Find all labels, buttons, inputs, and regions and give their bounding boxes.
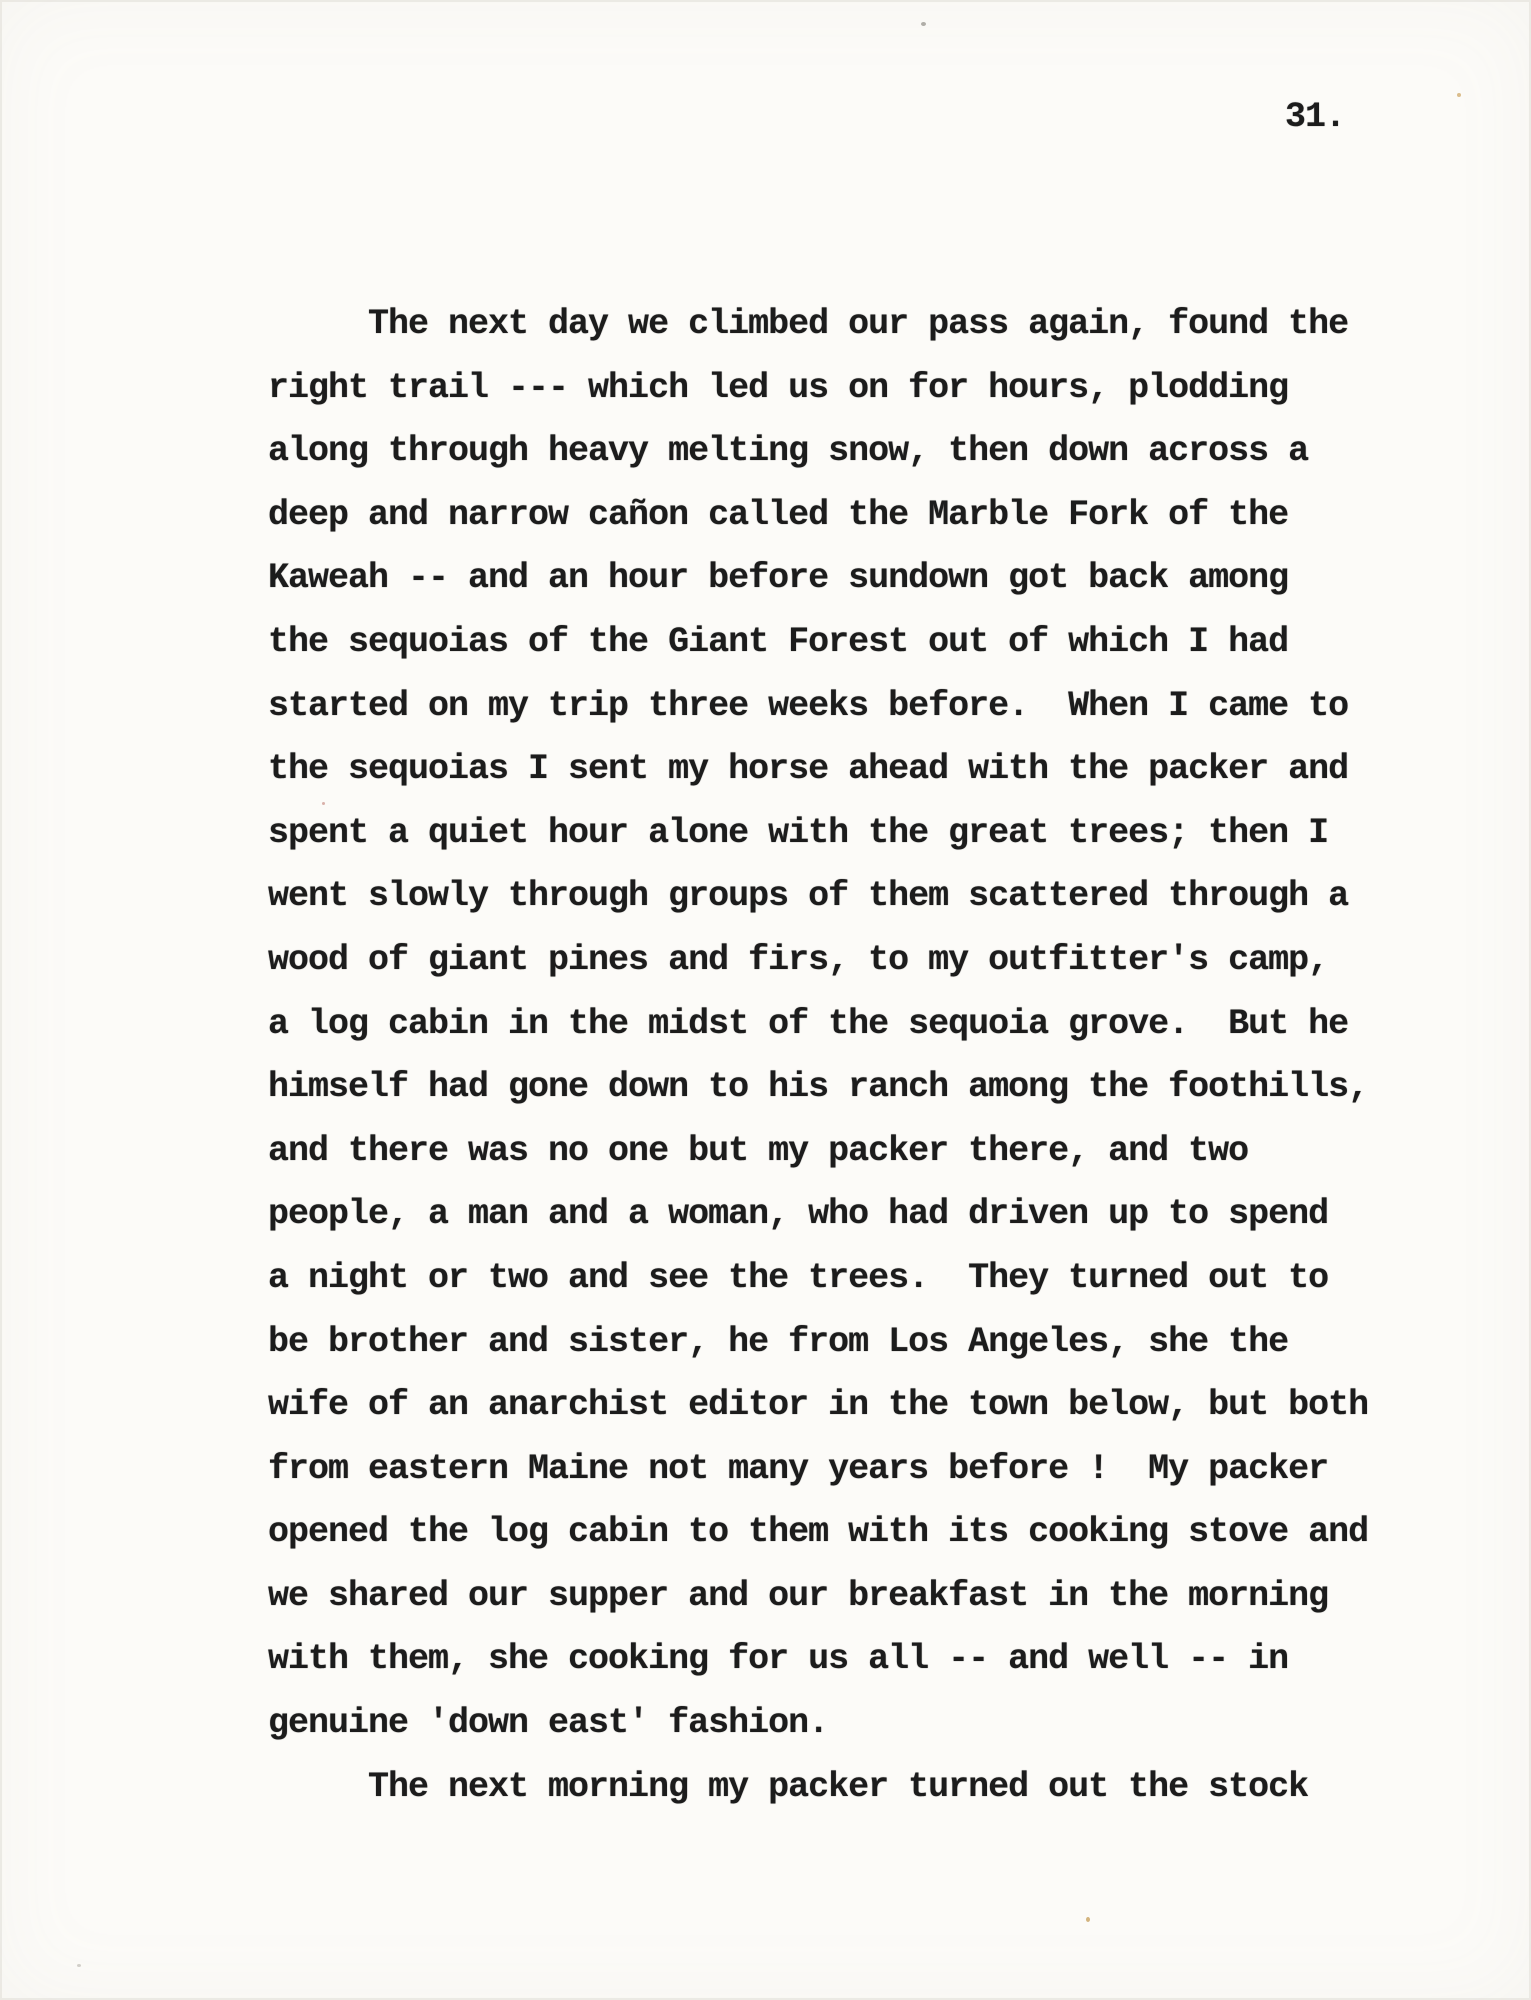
text-line: the sequoias I sent my horse ahead with the packer and <box>268 749 1349 790</box>
text-line: the sequoias of the Giant Forest out of which I had <box>268 621 1289 662</box>
text-line: opened the log cabin to them with its cooking stove and <box>268 1512 1369 1553</box>
text-line: right trail --- which led us on for hours, plodding <box>268 367 1289 408</box>
scan-speck <box>77 1964 81 1967</box>
text-line: The next morning my packer turned out the stock <box>268 1766 1309 1807</box>
scan-speck <box>1457 93 1461 97</box>
text-line: with them, she cooking for us all -- and well -- in <box>268 1639 1289 1680</box>
text-line: went slowly through groups of them scattered through a <box>268 876 1349 917</box>
text-line: a night or two and see the trees. They turned out to <box>268 1257 1329 1298</box>
text-line: we shared our supper and our breakfast in the morning <box>268 1575 1329 1616</box>
text-line: a log cabin in the midst of the sequoia grove. But he <box>268 1003 1349 1044</box>
scan-speck <box>322 802 325 805</box>
text-line: be brother and sister, he from Los Angeles, she the <box>268 1321 1289 1362</box>
text-line: started on my trip three weeks before. When I came to <box>268 685 1349 726</box>
text-line: along through heavy melting snow, then down across a <box>268 431 1309 472</box>
page-number: 31. <box>1285 97 1346 137</box>
scan-speck <box>921 22 926 26</box>
text-line: genuine 'down east' fashion. <box>268 1703 829 1744</box>
body-text <box>268 293 1428 1819</box>
text-line: from eastern Maine not many years before ! My packer <box>268 1448 1329 1489</box>
scan-speck <box>1086 1917 1090 1922</box>
text-line: himself had gone down to his ranch among the foothills, <box>268 1067 1369 1108</box>
text-line: deep and narrow cañon called the Marble Fork of the <box>268 494 1289 535</box>
text-line: wood of giant pines and firs, to my outfitter's camp, <box>268 939 1329 980</box>
text-line: and there was no one but my packer there, and two <box>268 1130 1249 1171</box>
text-line: spent a quiet hour alone with the great trees; then I <box>268 812 1329 853</box>
text-line: The next day we climbed our pass again, found the <box>268 304 1349 344</box>
text-line: wife of an anarchist editor in the town below, but both <box>268 1385 1369 1426</box>
text-line: people, a man and a woman, who had driven up to spend <box>268 1194 1329 1235</box>
text-line: Kaweah -- and an hour before sundown got back among <box>268 558 1289 599</box>
